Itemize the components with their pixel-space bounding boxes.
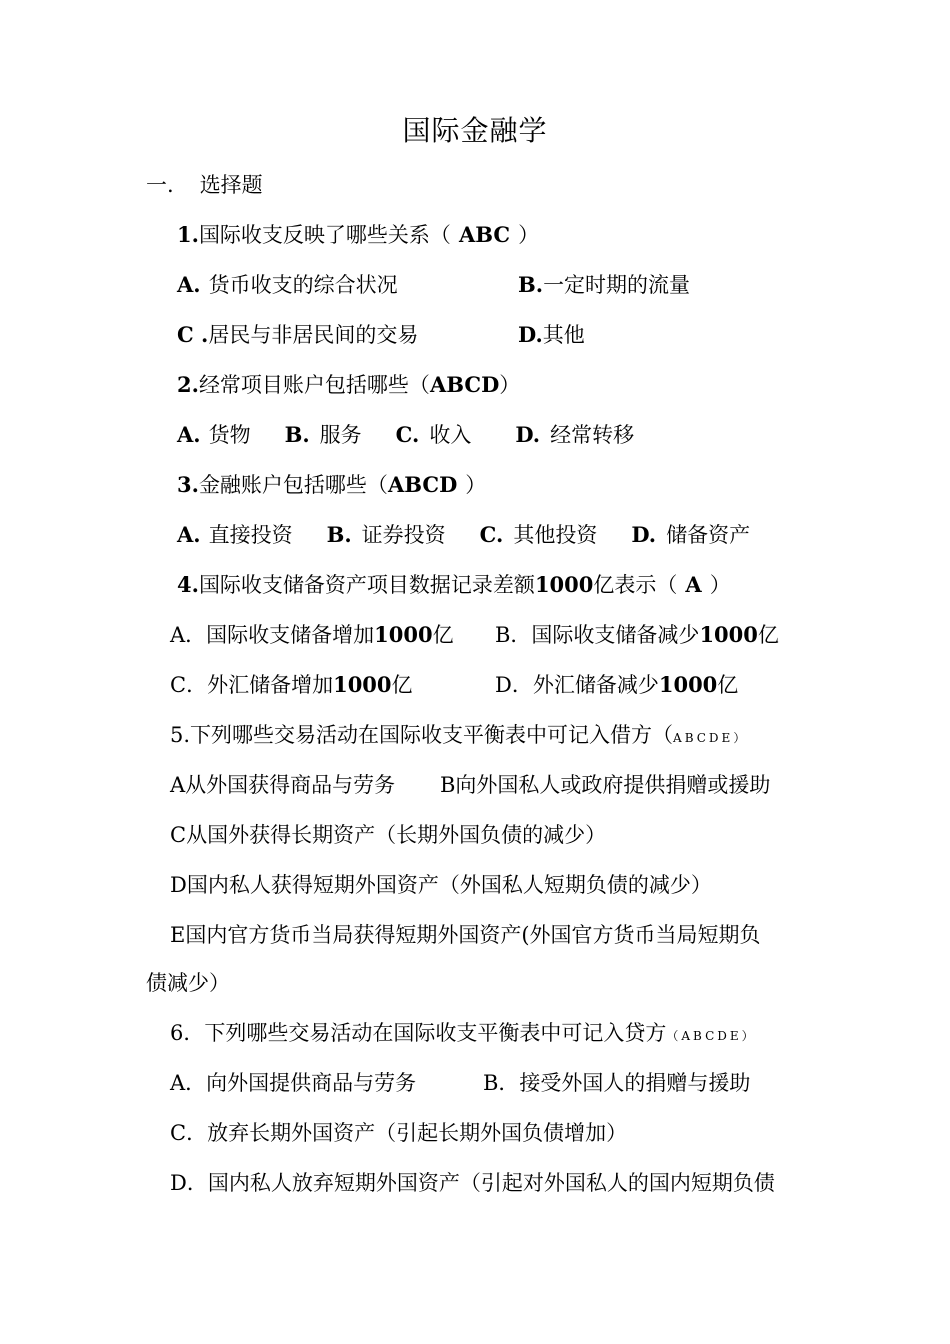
option-text: 服务 — [319, 423, 362, 447]
question-5-option-e — [170, 920, 761, 950]
option-unit: 亿 — [391, 673, 413, 697]
option-text: 货币收支的综合状况 — [208, 273, 398, 297]
option-text: B．国际收支储备减少 — [495, 623, 700, 647]
option-unit: 亿 — [432, 623, 454, 647]
question-5-option-c — [170, 820, 606, 850]
question-4-option-d — [495, 670, 738, 700]
question-1-text: 国际收支反映了哪些关系（ — [198, 223, 451, 247]
option-text: 收入 — [429, 423, 472, 447]
question-4-option-c — [170, 670, 413, 700]
option-unit: 亿 — [757, 623, 779, 647]
option-letter: B. — [518, 272, 544, 297]
question-2-options — [177, 420, 634, 450]
question-4-text-post: 亿表示（ — [593, 573, 678, 597]
option-text: 居民与非居民间的交易 — [208, 323, 419, 347]
option-amount: 1000 — [658, 672, 718, 697]
option-text: C．放弃长期外国资产（引起长期外国负债增加） — [170, 1121, 628, 1145]
question-4-text: 国际收支储备资产项目数据记录差额 — [198, 573, 535, 597]
option-text: B．接受外国人的捐赠与援助 — [483, 1071, 751, 1095]
option-text: 货物 — [208, 423, 251, 447]
question-2-close: ） — [499, 373, 521, 397]
section-label: 选择题 — [199, 173, 263, 197]
question-5 — [170, 720, 748, 753]
section-heading — [146, 170, 263, 200]
question-2-number: 2. — [177, 372, 199, 397]
option-text: 债减少） — [146, 971, 230, 995]
question-1 — [177, 220, 539, 250]
option-letter: A. — [177, 422, 201, 447]
question-2-text: 经常项目账户包括哪些（ — [198, 373, 430, 397]
question-1-answer: ABC — [458, 222, 511, 247]
question-6-option-a — [170, 1068, 416, 1098]
option-text: 直接投资 — [208, 523, 293, 547]
option-letter: A. — [177, 522, 201, 547]
question-4-number: 4. — [177, 572, 199, 597]
question-3-number: 3. — [177, 472, 199, 497]
option-letter: D. — [518, 322, 543, 347]
option-amount: 1000 — [699, 622, 758, 647]
option-text: 一定时期的流量 — [543, 273, 691, 297]
question-1-option-c — [177, 320, 418, 350]
question-2-answer: ABCD — [429, 372, 500, 397]
question-6-option-c — [170, 1118, 627, 1148]
question-1-number: 1. — [177, 222, 199, 247]
question-1-option-d — [518, 320, 585, 350]
option-text: 经常转移 — [550, 423, 635, 447]
question-6-answer: （ABCDE） — [666, 1029, 757, 1043]
question-3-close: ） — [465, 473, 487, 497]
option-text: B向外国私人或政府提供捐赠或援助 — [440, 773, 771, 797]
question-3-options — [177, 520, 750, 550]
question-4-close: ） — [709, 573, 731, 597]
question-3 — [177, 470, 486, 500]
option-amount: 1000 — [374, 622, 433, 647]
question-4 — [177, 570, 731, 600]
question-5-answer: ABCDE） — [673, 731, 749, 745]
document-title: 国际金融学 — [402, 114, 548, 147]
question-2 — [177, 370, 520, 400]
question-4-option-a — [170, 620, 454, 650]
question-5-option-b — [440, 770, 770, 800]
option-letter: D. — [515, 422, 541, 447]
question-4-amount: 1000 — [534, 572, 594, 597]
option-text: 其他投资 — [513, 523, 598, 547]
option-text: E国内官方货币当局获得短期外国资产(外国官方货币当局短期负 — [170, 923, 761, 947]
option-amount: 1000 — [333, 672, 392, 697]
question-5-option-e-cont — [146, 968, 230, 998]
option-text: D．国内私人放弃短期外国资产（引起对外国私人的国内短期负债 — [170, 1171, 775, 1195]
option-text: D国内私人获得短期外国资产（外国私人短期负债的减少） — [170, 873, 712, 897]
question-1-close: ） — [518, 223, 540, 247]
option-letter: C. — [395, 422, 420, 447]
question-1-option-a — [177, 270, 398, 300]
question-6-text: 6．下列哪些交易活动在国际收支平衡表中可记入贷方 — [170, 1021, 667, 1045]
question-4-answer: A — [685, 572, 702, 597]
question-6-option-d — [170, 1168, 775, 1198]
question-4-option-b — [495, 620, 779, 650]
question-1-option-b — [518, 270, 690, 300]
option-text: C．外汇储备增加 — [170, 673, 334, 697]
option-text: 储备资产 — [666, 523, 751, 547]
question-5-option-d — [170, 870, 712, 900]
option-letter: B. — [326, 522, 352, 547]
option-text: 其他 — [542, 323, 585, 347]
option-unit: 亿 — [717, 673, 739, 697]
option-text: D．外汇储备减少 — [495, 673, 659, 697]
option-letter: C. — [479, 522, 504, 547]
option-letter: D. — [631, 522, 657, 547]
question-5-option-a — [170, 770, 395, 800]
question-3-answer: ABCD — [387, 472, 458, 497]
question-5-text: 5.下列哪些交易活动在国际收支平衡表中可记入借方（ — [170, 723, 674, 747]
option-text: A．向外国提供商品与劳务 — [170, 1071, 417, 1095]
question-3-text: 金融账户包括哪些（ — [198, 473, 388, 497]
option-letter: C . — [177, 322, 209, 347]
section-number: 一. — [146, 173, 174, 197]
option-letter: B. — [284, 422, 310, 447]
option-text: 证券投资 — [361, 523, 446, 547]
question-6-option-b — [483, 1068, 750, 1098]
option-text: A从外国获得商品与劳务 — [170, 773, 396, 797]
question-6 — [170, 1018, 757, 1051]
option-text: A．国际收支储备增加 — [170, 623, 375, 647]
option-letter: A. — [177, 272, 201, 297]
option-text: C从国外获得长期资产（长期外国负债的减少） — [170, 823, 607, 847]
